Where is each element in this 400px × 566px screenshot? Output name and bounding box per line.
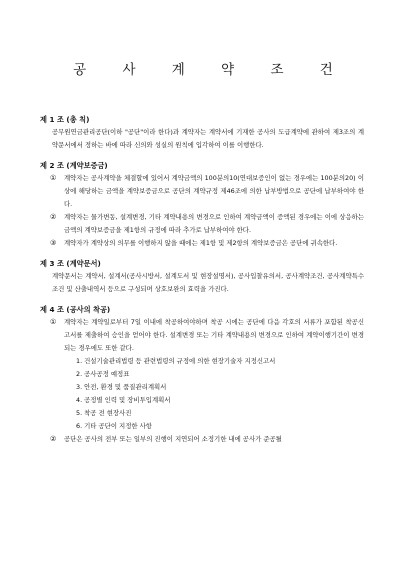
article-4 <box>42 304 364 446</box>
article-4-heading <box>40 304 364 316</box>
article-number: 제 1 조 <box>40 115 64 124</box>
clause-2 <box>42 211 364 237</box>
list-item: 3. 안전, 환경 및 품질관리계획서 <box>76 383 167 391</box>
article-1-text: 공무원연금관리공단(이하 "공단"이라 한다)과 계약자는 계약서에 기재한 공사의 도급계약에 관하여 제3조의 계약문서에서 정하는 바에 따라 신의와 성실의 원칙에 입각하여 이를 이행한다. <box>52 128 364 149</box>
article-3-heading <box>40 258 364 270</box>
clause-text: 계약자는 물가변동, 설계변경, 기타 계약내용의 변경으로 인하여 계약금액이 증액된 경우에는 이에 상응하는 금액의 계약보증금을 제1항의 규정에 따라 추가로 납부하여야 한다. <box>64 213 364 234</box>
article-4-clauses <box>42 316 364 355</box>
clause-number: ② <box>50 213 57 221</box>
clause-text: 공단은 공사의 전부 또는 일부의 진행이 지연되어 소정기한 내에 공사가 준공될 <box>64 435 282 443</box>
clause-text: 계약자는 공사계약을 체결할에 있어서 계약금액의 100분의10(연대보증인이 없는 경우에는 100분의20) 이상에 해당하는 금액을 계약보증금으로 공단의 계약규정 제46조에 의한 납부방법으로 공단에 납부하여야 한다. <box>64 174 364 208</box>
clause-number: ① <box>50 318 57 326</box>
article-4-clauses-continued <box>42 433 364 446</box>
clause-2 <box>42 433 364 446</box>
article-title: (계약문서) <box>66 259 101 268</box>
article-1 <box>42 114 364 152</box>
article-title: (총 칙) <box>66 115 90 124</box>
article-number: 제 4 조 <box>40 305 64 314</box>
clause-3 <box>42 237 364 250</box>
list-item: 5. 착공 전 현장사진 <box>76 409 132 417</box>
clause-number: ② <box>50 435 57 443</box>
article-3 <box>42 258 364 296</box>
document-title: 공 사 계 약 조 건 <box>73 62 349 78</box>
article-2-clauses <box>42 172 364 250</box>
article-title: (공사의 착공) <box>66 305 111 314</box>
clause-text: 계약자가 계약상의 의무를 이행하지 않을 때에는 제1항 및 제2항의 계약보증금은 공단에 귀속한다. <box>64 239 338 247</box>
article-1-heading <box>40 114 364 126</box>
clause-1 <box>42 172 364 211</box>
article-title: (계약보증금) <box>66 161 108 170</box>
article-4-subitems <box>42 355 364 433</box>
article-2-heading <box>40 160 364 172</box>
article-number: 제 2 조 <box>40 161 64 170</box>
list-item: 4. 공정별 인력 및 장비투입계획서 <box>76 396 171 404</box>
list-item: 1. 건설기술관리법령 등 관련법령의 규정에 의한 현장기술자 지정신고서 <box>76 357 276 365</box>
list-item: 6. 기타 공단이 지정한 사항 <box>76 422 152 430</box>
clause-1 <box>42 316 364 355</box>
clause-number: ① <box>50 174 57 182</box>
clause-text: 계약자는 계약일로부터 7일 이내에 착공하여야하며 착공 시에는 공단에 다음 각호의 서류가 포함된 착공신고서를 제출하여 승인을 얻어야 한다. 설계변경 또는 기타 계약내용의 변경으로 인하여 계약이행기간이 변경되는 경우에도 또한 같다. <box>64 318 364 352</box>
clause-number: ③ <box>50 239 57 247</box>
article-number: 제 3 조 <box>40 259 64 268</box>
list-item: 2. 공사공정 예정표 <box>76 370 130 378</box>
article-3-text: 계약문서는 계약서, 설계서(공사시방서, 설계도서 및 현장설명서), 공사입찰유의서, 공사계약조건, 공사계약특수조건 및 산출내역서 등으로 구성되며 상호보완의 효력을 가진다. <box>52 272 364 293</box>
article-2 <box>42 160 364 250</box>
